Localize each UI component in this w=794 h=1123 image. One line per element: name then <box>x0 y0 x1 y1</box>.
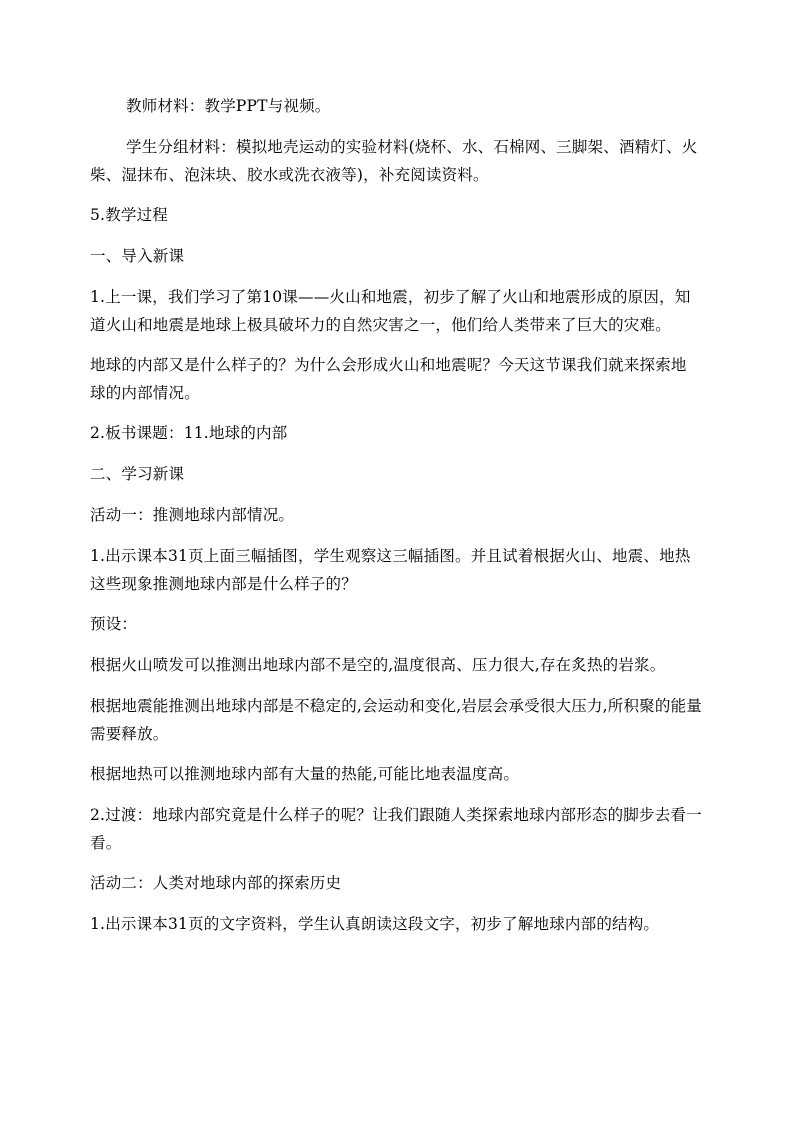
heading-activity-one: 活动一：推测地球内部情况。 <box>90 506 295 524</box>
heading-new-lesson: 二、学习新课 <box>90 465 185 483</box>
document-body <box>90 92 702 951</box>
paragraph-volcano-inference: 根据火山喷发可以推测出地球内部不是空的,温度很高、压力很大,存在炙热的岩浆。 <box>90 656 666 674</box>
paragraph-transition: 2.过渡：地球内部究竟是什么样子的呢？让我们跟随人类探索地球内部形态的脚步去看一看。 <box>90 806 702 852</box>
paragraph-geothermal-inference: 根据地热可以推测地球内部有大量的热能,可能比地表温度高。 <box>90 765 520 783</box>
heading-teaching-process: 5.教学过程 <box>90 206 168 224</box>
paragraph-text-material: 1.出示课本31页的文字资料，学生认真朗读这段文字，初步了解地球内部的结构。 <box>90 915 660 933</box>
paragraph-previous-lesson: 1.上一课，我们学习了第10课——火山和地震，初步了解了火山和地震形成的原因，知道火山和地震是地球上极具破坏力的自然灾害之一，他们给人类带来了巨大的灾难。 <box>90 288 691 334</box>
paragraph-student-materials: 学生分组材料：模拟地壳运动的实验材料(烧杯、水、石棉网、三脚架、酒精灯、火柴、湿抹布、泡沫块、胶水或洗衣液等)，补充阅读资料。 <box>90 138 698 184</box>
heading-introduction: 一、导入新课 <box>90 247 185 265</box>
label-presupposition: 预设： <box>90 615 138 633</box>
paragraph-show-illustrations: 1.出示课本31页上面三幅插图，学生观察这三幅插图。并且试着根据火山、地震、地热这些现象推测地球内部是什么样子的？ <box>90 547 691 593</box>
paragraph-earthquake-inference: 根据地震能推测出地球内部是不稳定的,会运动和变化,岩层会承受很大压力,所积聚的能量需要释放。 <box>90 697 702 743</box>
paragraph-teacher-materials: 教师材料：教学PPT与视频。 <box>126 97 331 115</box>
heading-activity-two: 活动二：人类对地球内部的探索历史 <box>90 874 342 892</box>
paragraph-lesson-title: 2.板书课题：11.地球的内部 <box>90 424 288 442</box>
paragraph-question: 地球的内部又是什么样子的？为什么会形成火山和地震呢？今天这节课我们就来探索地球的内部情况。 <box>90 356 687 402</box>
